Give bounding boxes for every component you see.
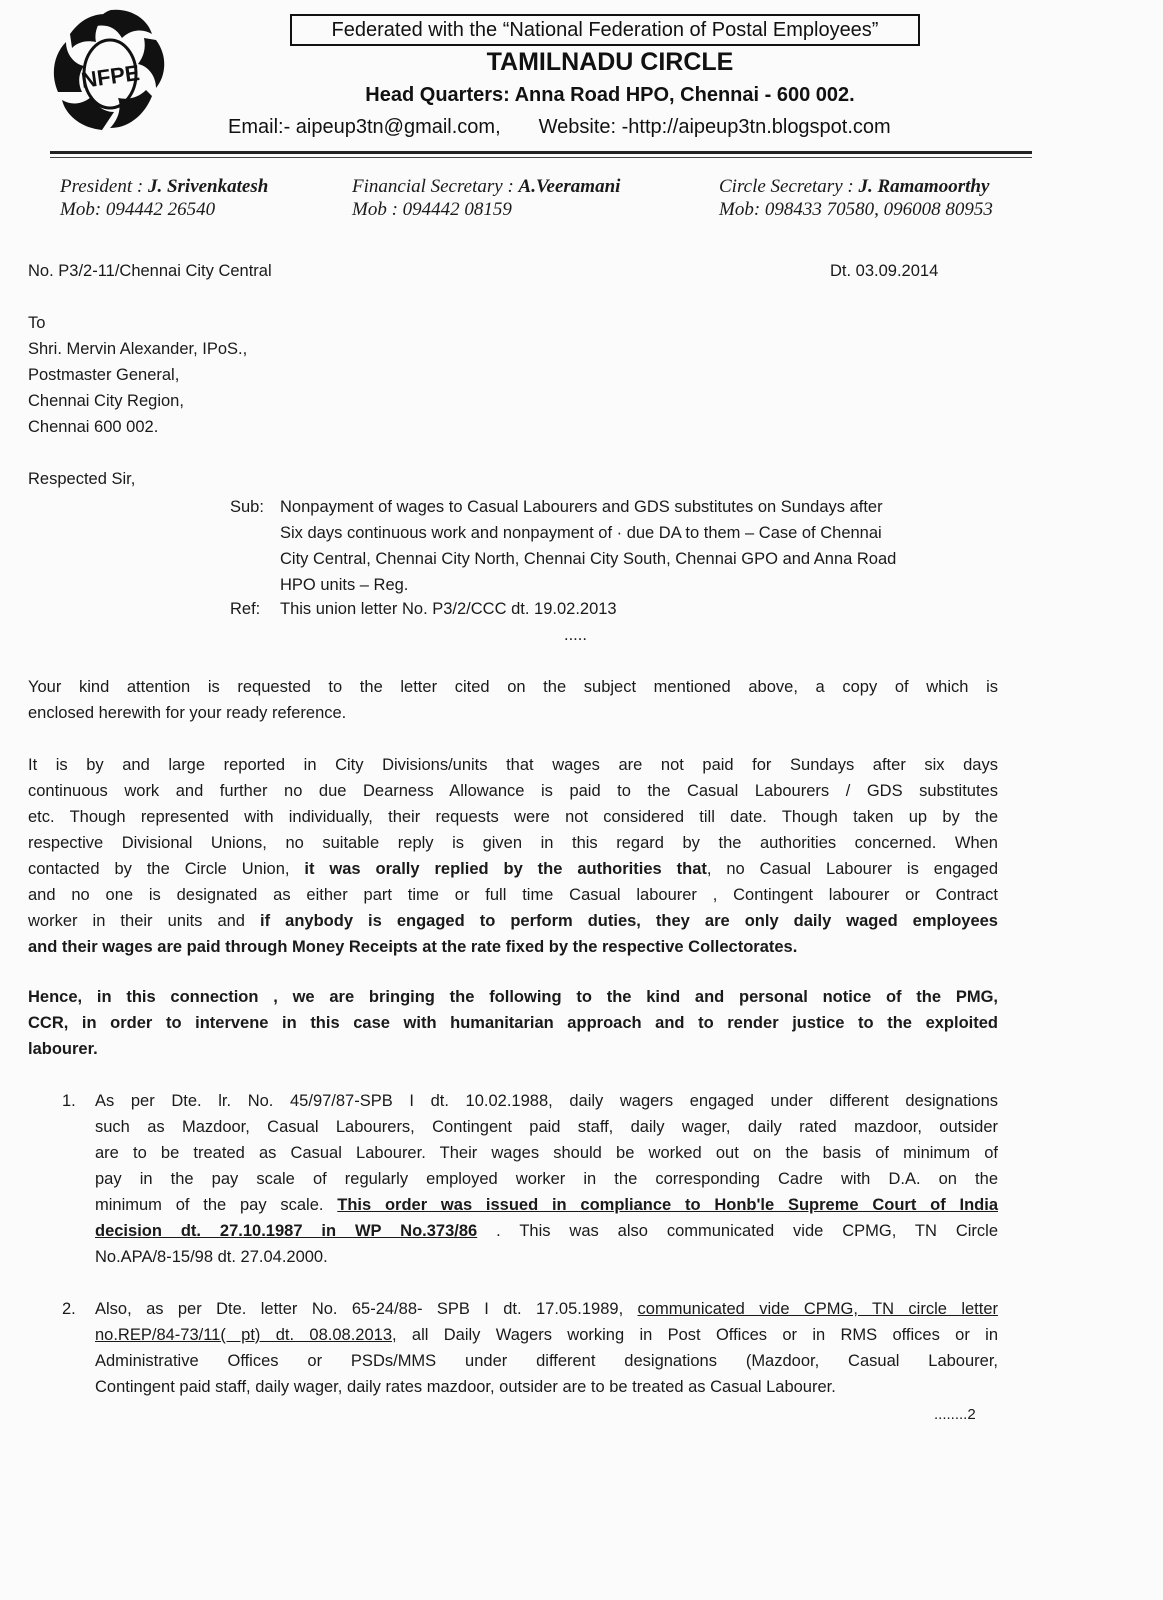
email-address: Email:- aipeup3tn@gmail.com, — [228, 116, 501, 138]
officer-circle-secretary — [719, 175, 993, 221]
text-line — [95, 1348, 998, 1374]
text-line — [28, 830, 998, 856]
subject-line: HPO units – Reg. — [280, 576, 409, 594]
text-line — [95, 1088, 998, 1114]
letter-date: Dt. 03.09.2014 — [830, 262, 939, 280]
subject-line: City Central, Chennai City North, Chennai City South, Chennai GPO and Anna Road — [280, 550, 897, 568]
addressee-block — [28, 310, 247, 440]
text-line — [95, 1218, 998, 1244]
officer-name: J. Srivenkatesh — [147, 176, 269, 197]
text-segment: etc. Though represented with individually, their requests were not considered till date. Though taken up by the — [28, 808, 998, 826]
underlined-reference: no.REP/84-73/11( pt) dt. 08.08.2013, — [95, 1326, 397, 1344]
separator-dots: ..... — [564, 626, 587, 644]
headquarters-address: Head Quarters: Anna Road HPO, Chennai - 600 002. — [365, 84, 855, 106]
text-line — [28, 778, 998, 804]
text-segment: minimum of the pay scale. — [95, 1196, 338, 1214]
header-divider — [50, 151, 1032, 154]
text-line — [28, 882, 998, 908]
subject-text — [280, 494, 896, 598]
header-divider-thin — [50, 157, 1032, 158]
underlined-reference: decision dt. 27.10.1987 in WP No.373/86 — [95, 1222, 478, 1240]
officer-name: A.Veeramani — [518, 176, 621, 197]
emphasized-text: labourer. — [28, 1040, 98, 1058]
text-line — [95, 1166, 998, 1192]
text-line — [28, 674, 998, 700]
addressee-region: Chennai City Region, — [28, 392, 184, 410]
text-line — [28, 1036, 998, 1062]
text-line — [95, 1114, 998, 1140]
officer-financial-secretary — [352, 175, 620, 221]
text-line — [28, 856, 998, 882]
officer-president — [60, 175, 268, 221]
addressee-designation: Postmaster General, — [28, 366, 180, 384]
addressee-name: Shri. Mervin Alexander, IPoS., — [28, 340, 248, 358]
subject-line: Six days continuous work and nonpayment of · due DA to them – Case of Chennai — [280, 524, 882, 542]
list-item-text — [95, 1296, 998, 1400]
officer-name: J. Ramamoorthy — [858, 176, 990, 197]
text-line — [95, 1296, 998, 1322]
underlined-reference: This order was issued in compliance to Honb'le Supreme Court of India — [337, 1196, 998, 1214]
contact-line — [228, 116, 891, 139]
text-segment: are to be treated as Casual Labourer. Their wages should be worked out on the basis of minimum of — [95, 1144, 998, 1162]
salutation: Respected Sir, — [28, 470, 136, 488]
list-number: 1. — [62, 1092, 76, 1110]
text-segment: worker in their units and — [28, 912, 261, 930]
paragraph-request — [28, 984, 998, 1062]
list-number: 2. — [62, 1300, 76, 1318]
text-segment: , no Casual Labourer is engaged — [706, 860, 998, 878]
to-label: To — [28, 314, 46, 332]
text-line — [95, 1140, 998, 1166]
circle-title: TAMILNADU CIRCLE — [486, 48, 734, 76]
ref-text: This union letter No. P3/2/CCC dt. 19.02.2013 — [280, 600, 617, 618]
officer-role: President : — [60, 176, 148, 197]
text-segment: and no one is designated as either part time or full time Casual labourer , Contingent labourer or Contract — [28, 886, 998, 904]
nfpe-logo — [52, 4, 170, 144]
underlined-reference: communicated vide CPMG, TN circle letter — [637, 1300, 998, 1318]
emphasized-text: it was orally replied by the authorities that — [304, 860, 707, 878]
officer-mobile: Mob: 094442 26540 — [60, 199, 216, 220]
text-segment: Administrative Offices or PSDs/MMS under different designations (Mazdoor, Casual Labourer, — [95, 1352, 998, 1370]
text-line — [95, 1244, 998, 1270]
text-segment: such as Mazdoor, Casual Labourers, Contingent paid staff, daily wager, daily rated mazdoor, outsider — [95, 1118, 998, 1136]
ref-label: Ref: — [230, 600, 261, 618]
text-line — [95, 1374, 998, 1400]
officer-mobile: Mob: 098433 70580, 096008 80953 — [719, 199, 993, 220]
text-segment: all Daily Wagers working in Post Offices or in RMS offices or in — [396, 1326, 999, 1344]
text-segment: continuous work and further no due Dearness Allowance is paid to the Casual Labourers / GDS substitutes — [28, 782, 998, 800]
addressee-city: Chennai 600 002. — [28, 418, 159, 436]
text-segment: No.APA/8-15/98 dt. 27.04.2000. — [95, 1248, 328, 1266]
text-line — [28, 908, 998, 934]
text-line — [95, 1192, 998, 1218]
federation-banner: Federated with the “National Federation of Postal Employees” — [290, 14, 920, 46]
subject-label: Sub: — [230, 498, 264, 516]
text-line — [28, 752, 998, 778]
website-link: Website: -http://aipeup3tn.blogspot.com — [538, 116, 891, 138]
reference-number: No. P3/2-11/Chennai City Central — [28, 262, 272, 280]
text-segment: It is by and large reported in City Divisions/units that wages are not paid for Sundays after six days — [28, 756, 998, 774]
subject-line: Nonpayment of wages to Casual Labourers and GDS substitutes on Sundays after — [280, 498, 883, 516]
emphasized-text: Hence, in this connection , we are bringing the following to the kind and personal notice of the PMG, — [28, 988, 998, 1006]
page-continuation: ........2 — [934, 1406, 976, 1423]
officer-role: Circle Secretary : — [719, 176, 859, 197]
list-item-text — [95, 1088, 998, 1270]
paragraph-report — [28, 752, 998, 960]
paragraph-intro — [28, 674, 998, 726]
list-item-1 — [0, 1088, 998, 1270]
text-segment: pay in the pay scale of regularly employed worker in the corresponding Cadre with D.A. on the — [95, 1170, 998, 1188]
emphasized-text: and their wages are paid through Money Receipts at the rate fixed by the respective Collectorates. — [28, 938, 798, 956]
text-segment: Also, as per Dte. letter No. 65-24/88- SPB I dt. 17.05.1989, — [95, 1300, 638, 1318]
text-segment: Contingent paid staff, daily wager, daily rates mazdoor, outsider are to be treated as Casual Labourer. — [95, 1378, 836, 1396]
text-line — [28, 934, 998, 960]
text-segment: respective Divisional Unions, no suitable reply is given in this regard by the authorities concerned. When — [28, 834, 998, 852]
text-segment: As per Dte. lr. No. 45/97/87-SPB I dt. 10.02.1988, daily wagers engaged under different designations — [95, 1092, 998, 1110]
list-item-2 — [0, 1296, 998, 1400]
text-line — [95, 1322, 998, 1348]
text-line — [28, 1010, 998, 1036]
svg-text:NFPE: NFPE — [79, 60, 142, 93]
text-segment: . This was also communicated vide CPMG, TN Circle — [477, 1222, 998, 1240]
text-line — [28, 700, 998, 726]
text-line — [28, 804, 998, 830]
officer-mobile: Mob : 094442 08159 — [352, 199, 512, 220]
text-segment: Your kind attention is requested to the letter cited on the subject mentioned above, a copy of which is — [28, 678, 998, 696]
emphasized-text: CCR, in order to intervene in this case with humanitarian approach and to render justice to the exploited — [28, 1014, 998, 1032]
text-segment: contacted by the Circle Union, — [28, 860, 305, 878]
text-line — [28, 984, 998, 1010]
text-segment: enclosed herewith for your ready reference. — [28, 704, 347, 722]
emphasized-text: if anybody is engaged to perform duties, they are only daily waged employees — [260, 912, 998, 930]
officer-role: Financial Secretary : — [352, 176, 519, 197]
